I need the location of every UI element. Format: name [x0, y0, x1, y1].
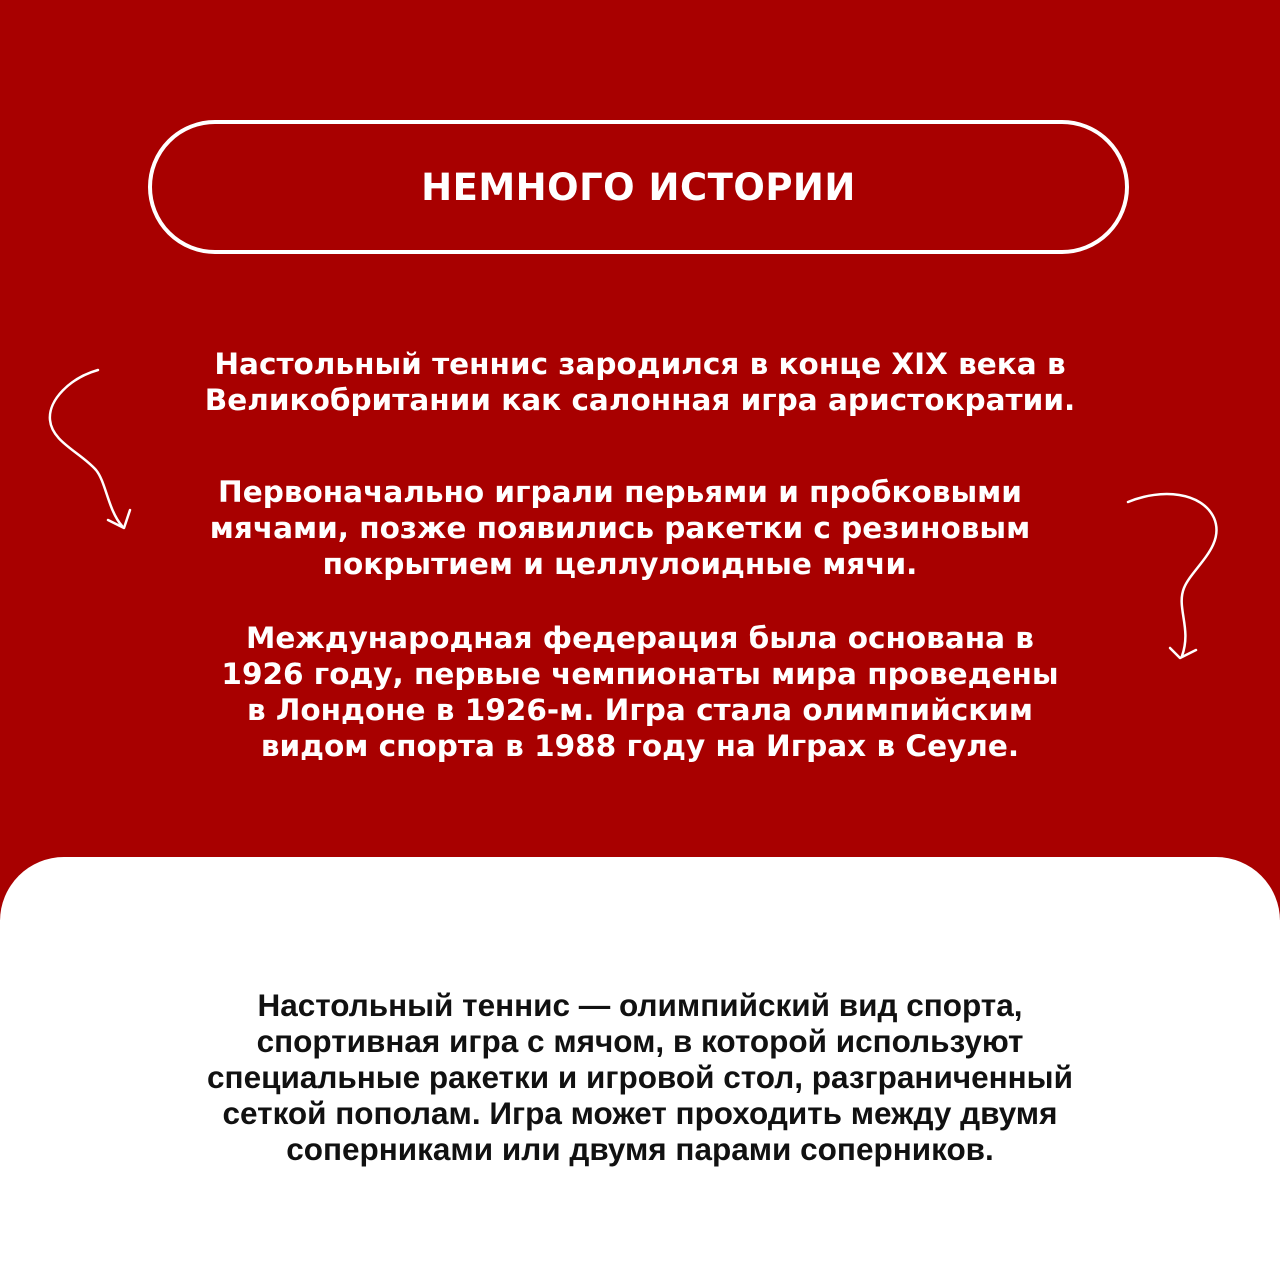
paragraph-line: Великобритании как салонная игра аристократии. [204, 383, 1076, 417]
definition-line: спортивная игра с мячом, в которой используют [256, 1023, 1024, 1059]
section-title-pill [148, 120, 1129, 254]
history-paragraph-3 [140, 620, 1140, 764]
paragraph-line: в Лондоне в 1926-м. Игра стала олимпийским [246, 693, 1034, 727]
paragraph-line: 1926 году, первые чемпионаты мира проведены [221, 657, 1059, 691]
paragraph-line: Настольный теннис зародился в конце XIX века в [214, 347, 1066, 381]
paragraph-line: Первоначально играли перьями и пробковыми [218, 475, 1022, 509]
paragraph-line: Международная федерация была основана в [246, 621, 1034, 655]
definition-paragraph [110, 987, 1170, 1167]
definition-line: Настольный теннис — олимпийский вид спорта, [257, 987, 1023, 1023]
paragraph-line: покрытием и целлулоидные мячи. [322, 547, 918, 581]
paragraph-line: мячами, позже появились ракетки с резиновым [209, 511, 1031, 545]
history-paragraph-1 [120, 346, 1160, 418]
history-paragraph-2 [120, 474, 1120, 582]
definition-line: соперниками или двумя парами соперников. [286, 1131, 994, 1167]
definition-line: сеткой пополам. Игра может проходить между двумя [222, 1095, 1058, 1131]
section-title: НЕМНОГО ИСТОРИИ [421, 165, 856, 209]
paragraph-line: видом спорта в 1988 году на Играх в Сеуле. [260, 729, 1020, 763]
definition-line: специальные ракетки и игровой стол, разграниченный [207, 1059, 1073, 1095]
